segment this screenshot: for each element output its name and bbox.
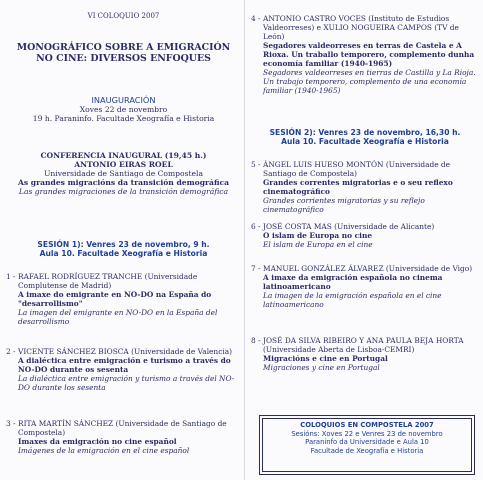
conferencia-block [6,151,241,196]
list-item [251,222,477,249]
inauguracion-place: 19 h. Paraninfo. Facultade Xeografía e Historia [32,114,215,123]
entry-number: 7 - [251,264,261,273]
list-item [251,264,477,309]
coloquio-label: VI COLOQUIO 2007 [87,12,160,20]
main-title-line1: MONOGRÁFICO SOBRE A EMIGRACIÓN [16,42,231,53]
entry-author: JOSÉ DA SILVA RIBEIRO Y ANA PAULA BEJA HORTA (Universidade Aberta de Lisboa-CEMRI) [263,336,464,354]
list-item [251,160,477,214]
entry-title-es: Migraciones y cine en Portugal [263,363,380,372]
main-title-line2: NO CINE: DIVERSOS ENFOQUES [36,53,211,64]
entry-author: RAFAEL RODRÍGUEZ TRANCHE (Universidade Complutense de Madrid) [18,272,198,290]
list-item [6,347,238,392]
session1-header [6,240,241,259]
entry-number: 5 - [251,160,261,169]
entry-title-es: La imagen del emigrante en NO-DO en la España del desarrollismo [18,308,218,326]
conferencia-talk-es: Las grandes migraciones de la transición demográfica [18,187,229,196]
conferencia-affiliation: Universidade de Santiago de Compostela [43,169,204,178]
entry-title-es: La dialéctica entre emigración y turismo a través del NO-DO durante los sesenta [18,374,235,392]
conferencia-speaker: ANTONIO EIRAS ROEL [74,160,173,169]
entry-title-es: Imágenes de la emigración en el cine español [18,446,190,455]
info-box-line3: Facultade de Xeografía e Historia [310,446,424,455]
session1-line1: SESIÓN 1): Venres 23 de novembro, 9 h. [37,240,210,249]
entry-number: 6 - [251,222,261,231]
entry-author: VICENTE SÁNCHEZ BIOSCA (Universidade de Valencia) [18,347,232,356]
entry-title-gl: A imaxe do emigrante en NO-DO na España do "desarrollismo" [18,290,212,308]
entry-title-gl: Migracións e cine en Portugal [263,354,388,363]
list-item [251,336,477,372]
entry-author: RITA MARTÍN SÁNCHEZ (Universidade de Santiago de Compostela) [18,419,227,437]
entry-title-es: Grandes corrientes migratorias y su reflejo cinematográfico [263,196,425,214]
entry-title-gl: Segadores valdeorreses en terras de Castela e A Rioxa. Un traballo temporero, complemento dunha economía familiar (1940-1965) [263,41,475,68]
entry-number: 3 - [6,419,16,428]
entry-title-es: La imagen de la emigración española en el cine latinoamericano [263,291,442,309]
info-box [259,415,475,475]
entry-author: ANTONIO CASTRO VOCES (Instituto de Estudios Valdeorreses) e XULIO NOGUEIRA CAMPOS (TV de León) [263,14,459,41]
main-title [6,42,241,64]
entry-number: 2 - [6,347,16,356]
entry-title-gl: A imaxe da emigración española no cinema latinoamericano [263,273,443,291]
session2-header [251,128,479,147]
entry-author: MANUEL GONZÁLEZ ÁLVAREZ (Universidade de Vigo) [263,264,473,273]
entry-title-gl: Imaxes da emigración no cine español [18,437,177,446]
info-box-text [260,421,474,455]
entry-number: 4 - [251,14,261,23]
info-box-line2: Paraninfo da Universidade e Aula 10 [305,438,429,447]
info-box-title: COLOQUIOS EN COMPOSTELA 2007 [300,421,434,429]
conferencia-title: CONFERENCIA INAUGURAL (19,45 h.) [40,151,207,160]
entry-title-es: El islam de Europa en el cine [263,240,373,249]
entry-title-gl: A dialéctica entre emigración e turismo a través do NO-DO durante os sesenta [18,356,231,374]
list-item [6,419,238,455]
entry-number: 8 - [251,336,261,345]
session1-line2: Aula 10. Facultade Xeografía e Historia [39,249,208,259]
entry-title-gl: O islam de Europa no cine [263,231,373,240]
entry-author: ÁNGEL LUIS HUESO MONTÓN (Universidade de Santiago de Compostela) [263,160,451,178]
list-item [251,14,477,95]
entry-title-es: Segadores valdeorreses en tierras de Castilla y La Rioja. Un trabajo temporero, complemento de una economía familiar (1940-1965) [263,68,476,95]
inauguracion-date: Xoves 22 de novembro [79,105,168,114]
session2-line1: SESIÓN 2): Venres 23 de novembro, 16,30 h. [269,128,461,137]
list-item [6,272,238,326]
entry-author: JOSÉ COSTA MAS (Universidade de Alicante) [263,222,435,231]
entry-title-gl: Grandes correntes migratorias e o seu reflexo cinematográfico [263,178,453,196]
column-divider [244,0,245,480]
inauguracion-title: INAUGURACIÓN [91,95,156,105]
conferencia-talk-gl: As grandes migracións da transición demográfica [17,178,230,187]
session2-line2: Aula 10. Facultade Xeografía e Historia [281,137,449,147]
inauguracion-block [6,96,241,123]
info-box-line1: Sesións: Xoves 22 e Venres 23 de novembro [291,429,443,438]
entry-number: 1 - [6,272,16,281]
